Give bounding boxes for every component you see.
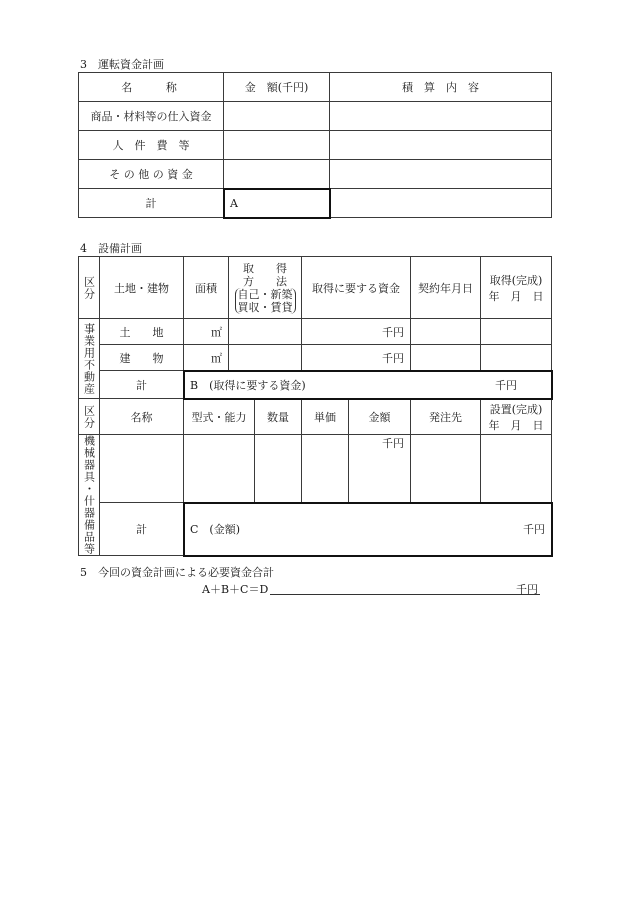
row-label-total: 計 xyxy=(79,189,224,218)
total-c-cell[interactable]: C (金額) 千円 xyxy=(184,503,552,556)
installation-date-header: 設置(完成) 年 月 日 xyxy=(481,399,552,435)
quantity-header: 数量 xyxy=(255,399,302,435)
total-a-cell[interactable]: A xyxy=(224,189,330,218)
land-row-label: 土 地 xyxy=(100,319,184,345)
land-method-cell[interactable] xyxy=(229,319,302,345)
total-d-line[interactable] xyxy=(270,594,540,595)
machinery-model-cell[interactable] xyxy=(184,435,255,503)
col-header-breakdown: 積 算 内 容 xyxy=(330,73,552,102)
total-b-cell[interactable]: B (取得に要する資金) 千円 xyxy=(184,371,552,399)
acquisition-date-header: 取得(完成) 年 月 日 xyxy=(481,257,552,319)
acquisition-method-header: 取 得 方 法 自己・新築 買収・賃貸 xyxy=(229,257,302,319)
contract-date-header: 契約年月日 xyxy=(411,257,481,319)
col-header-name: 名 称 xyxy=(79,73,224,102)
amount-cell[interactable] xyxy=(224,131,330,160)
machinery-unit-price-cell[interactable] xyxy=(302,435,349,503)
machinery-name-cell[interactable] xyxy=(100,435,184,503)
breakdown-cell[interactable] xyxy=(330,131,552,160)
name-header: 名称 xyxy=(100,399,184,435)
row-label-purchase: 商品・材料等の仕入資金 xyxy=(79,102,224,131)
land-area-cell[interactable]: ㎡ xyxy=(184,319,229,345)
building-row-label: 建 物 xyxy=(100,345,184,371)
kubun-header: 区分 xyxy=(79,257,100,319)
building-acq-date-cell[interactable] xyxy=(481,345,552,371)
section5-title: 5 今回の資金計画による必要資金合計 xyxy=(80,566,274,579)
amount-cell[interactable] xyxy=(224,160,330,189)
row-label-other: そ の 他 の 資 金 xyxy=(79,160,224,189)
supplier-header: 発注先 xyxy=(411,399,481,435)
land-funds-cell[interactable]: 千円 xyxy=(302,319,411,345)
working-capital-table xyxy=(78,72,552,218)
amount-header: 金額 xyxy=(349,399,411,435)
breakdown-cell[interactable] xyxy=(330,102,552,131)
building-funds-cell[interactable]: 千円 xyxy=(302,345,411,371)
section4-title: 4 設備計画 xyxy=(80,242,142,255)
building-contract-cell[interactable] xyxy=(411,345,481,371)
kubun-header-2: 区分 xyxy=(79,399,100,435)
breakdown-cell[interactable] xyxy=(330,160,552,189)
breakdown-cell[interactable] xyxy=(330,189,552,218)
building-method-cell[interactable] xyxy=(229,345,302,371)
land-acq-date-cell[interactable] xyxy=(481,319,552,345)
total-d-unit: 千円 xyxy=(516,583,538,596)
land-building-header: 土地・建物 xyxy=(100,257,184,319)
row-label-personnel: 人 件 費 等 xyxy=(79,131,224,160)
amount-cell[interactable] xyxy=(224,102,330,131)
machinery-label: 機械器具・什器備品等 xyxy=(79,435,100,556)
realestate-label: 事業用不動産 xyxy=(79,319,100,399)
section3-title: 3 運転資金計画 xyxy=(80,58,164,71)
machinery-total-label: 計 xyxy=(100,503,184,556)
machinery-install-date-cell[interactable] xyxy=(481,435,552,503)
total-formula: A＋B＋C＝D xyxy=(202,583,269,596)
funds-required-header: 取得に要する資金 xyxy=(302,257,411,319)
unit-price-header: 単価 xyxy=(302,399,349,435)
land-contract-cell[interactable] xyxy=(411,319,481,345)
machinery-qty-cell[interactable] xyxy=(255,435,302,503)
area-header: 面積 xyxy=(184,257,229,319)
machinery-supplier-cell[interactable] xyxy=(411,435,481,503)
equipment-table xyxy=(78,256,552,556)
col-header-amount: 金 額(千円) xyxy=(224,73,330,102)
machinery-amount-cell[interactable]: 千円 xyxy=(349,435,411,503)
realestate-total-label: 計 xyxy=(100,371,184,399)
building-area-cell[interactable]: ㎡ xyxy=(184,345,229,371)
model-header: 型式・能力 xyxy=(184,399,255,435)
